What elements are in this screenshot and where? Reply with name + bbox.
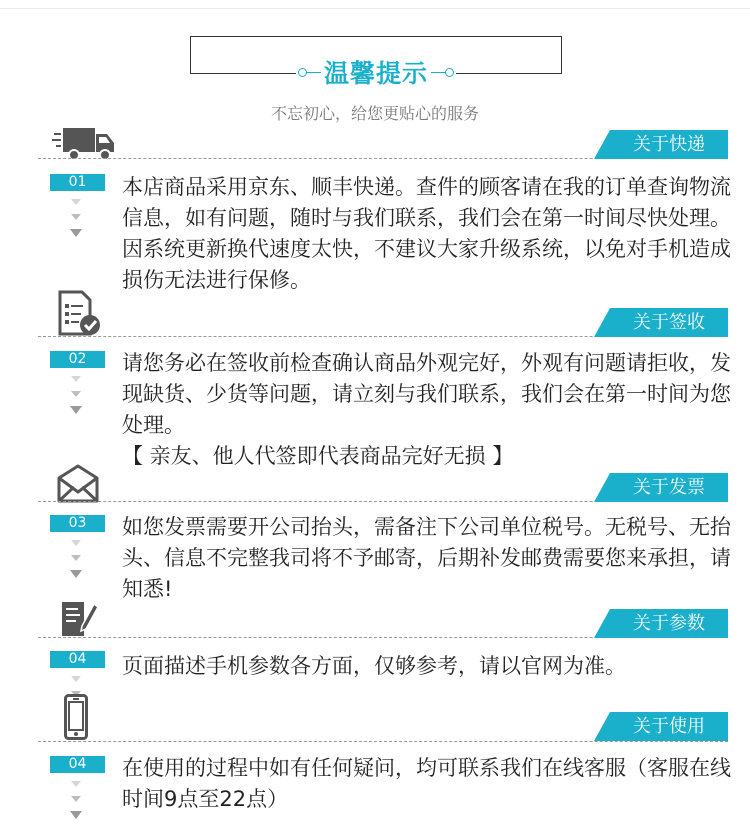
section-body (122, 651, 732, 682)
checklist-icon (56, 290, 102, 336)
section-number: 04 (50, 651, 105, 668)
arrow-down-icon (69, 199, 83, 246)
section-body (122, 172, 732, 296)
section-number: 04 (50, 756, 105, 773)
envelope-icon (56, 464, 100, 504)
title-right-dot (445, 68, 454, 77)
title-left-line (307, 72, 321, 73)
section-paragraph: 在使用的过程中如有任何疑问，均可联系我们在线客服（客服在线时间9点至22点） (122, 756, 731, 811)
section-body (122, 348, 732, 472)
section-note: 【 亲友、他人代签即代表商品完好无损 】 (122, 444, 514, 468)
arrow-down-icon (69, 376, 83, 423)
tab-delivery: 关于快递 (610, 130, 728, 159)
arrow-down-icon (69, 540, 83, 587)
page-subtitle: 不忘初心，给您更贴心的服务 (270, 104, 479, 123)
smartphone-icon (64, 694, 88, 740)
section-number: 02 (50, 351, 105, 368)
document-edit-icon (60, 598, 100, 638)
section-paragraph: 请您务必在签收前检查确认商品外观完好，外观有问题请拒收，发现缺货、少货等问题，请立刻与我们联系，我们会在第一时间为您处理。 (122, 351, 731, 437)
tab-invoice: 关于发票 (610, 473, 728, 502)
tab-usage: 关于使用 (610, 712, 728, 741)
section-divider (38, 741, 728, 742)
title-right-line (431, 72, 445, 73)
section-paragraph: 本店商品采用京东、顺丰快递。查件的顾客请在我的订单查询物流信息，如有问题，随时与我们联系，我们会在第一时间尽快处理。因系统更新换代速度太快，不建议大家升级系统，以免对手机造成损伤无法进行保修。 (122, 175, 731, 292)
section-paragraph: 页面描述手机参数各方面，仅够参考，请以官网为准。 (122, 654, 626, 678)
arrow-down-icon (69, 781, 83, 828)
section-number: 03 (50, 515, 105, 532)
top-divider (0, 8, 750, 9)
tab-parameters: 关于参数 (610, 609, 728, 638)
section-body (122, 753, 732, 815)
page-title: 温馨提示 (323, 59, 428, 88)
section-number: 01 (50, 174, 105, 191)
section-paragraph: 如您发票需要开公司抬头，需备注下公司单位税号。无税号、无抬头、信息不完整我司将不予邮寄，后期补发邮费需要您来承担，请知悉! (122, 515, 731, 601)
title-left-dot (298, 68, 307, 77)
tab-signing: 关于签收 (610, 308, 728, 337)
title-banner (296, 55, 456, 89)
section-body (122, 512, 732, 605)
